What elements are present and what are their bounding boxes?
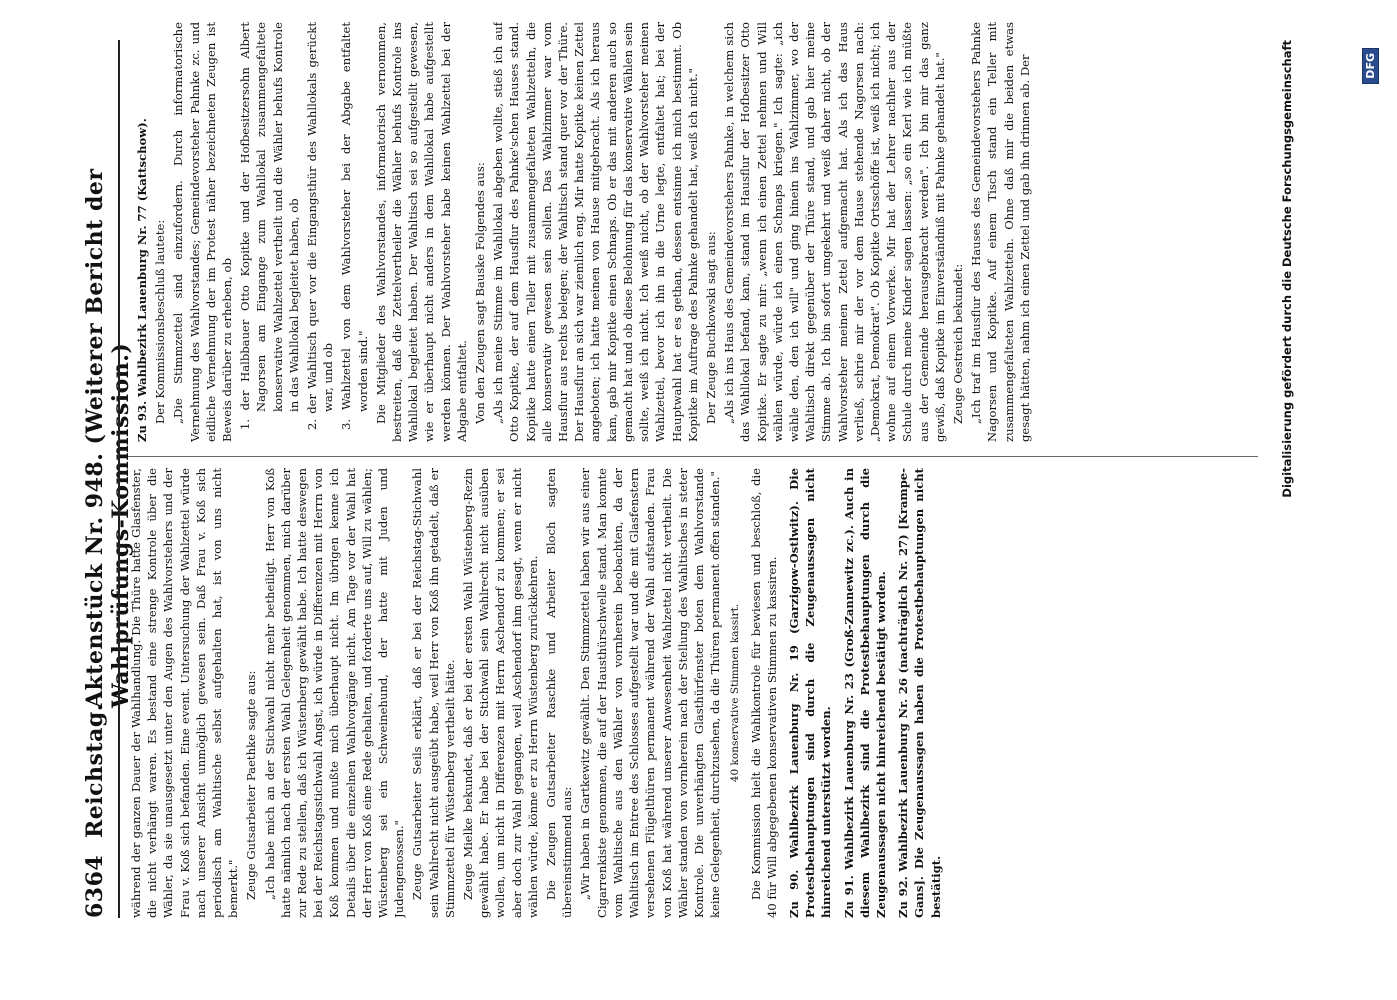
right-column <box>128 22 1258 442</box>
paragraph: Der Kommissionsbeschluß lautete: <box>153 219 168 424</box>
paragraph: Die Zeugen Gutsarbeiter Raschke und Arbeiter Bloch sagten übereinstimmend aus: <box>544 468 575 918</box>
dfg-logo: DFG <box>1362 48 1379 84</box>
paragraph: „Ich traf im Hausflur des Hauses des Gemeindevorstehers Pahnke Nagorsen und Kopitke. Auf einem Tisch stand ein Teller mit zusammengefalteten Wahlzetteln. Ohne daß mir die beiden etwas gesagt hätten, nahm ich einen Zettel und gab ihn drinnen ab. Der <box>969 22 1032 442</box>
left-column <box>128 468 1258 918</box>
paragraph: „Ich habe mich an der Stichwahl nicht mehr betheiligt. Herr von Koß hatte nämlich nach der ersten Wahl Gelegenheit genommen, mich darüber zur Rede zu stellen, daß ich Wüstenberg gewählt habe. Ich hatte deswegen bei der Reichstagsstichwahl Angst, ich würde in Differenzen mit Herrn von Koß kommen und mußte mich überhaupt nicht. Im übrigen kenne ich Details über die einzelnen Wahlvorgänge nicht. Am Tage vor der Wahl hat der Herr von Koß eine Rede gehalten, und forderte uns auf, Will zu wählen; Wüstenberg sei ein Schweinehund, der hatte mit Juden und Judengenossen." <box>262 468 407 918</box>
list-item: 2. der Wahltisch quer vor die Eingangsthür des Wahllokals gerückt war, und ob <box>305 22 336 430</box>
section-note: 40 konservative Stimmen kassirt. <box>729 603 742 783</box>
paragraph: Die Kommission hielt die Wahlkontrole für bewiesen und beschloß, die 40 für Will abgegebenen konservativen Stimmen zu kassiren. <box>748 468 779 918</box>
paragraph: „Als ich meine Stimme im Wahllokal abgeben wollte, stieß ich auf Otto Kopitke, der auf dem Hausflur des Pahnke'schen Hauses stand. Kopitke hatte einen Teller mit zusammengefalteten Wahlzetteln, die alle konservativ gewesen sein sollen. Das Wahlzimmer war vom Hausflur aus rechts belegen; der Wahltisch stand quer vor der Thüre. Der Hausflur an sich war ziemlich eng. Mir hatte Kopitke keinen Zettel angeboten; ich hatte meinen von Hause mitgebracht. Als ich heraus kam, gab mir Kopitke einen Schnaps. Ob er das mit anderen auch so gemacht hat und ob diese Belohnung für das konservative Wählen sein sollte, weiß ich nicht. Ich weiß nicht, ob der Wahlvorsteher meinen Wahlzettel, bevor ich ihn in die Urne legte, entfaltet hat; bei der Hauptwahl hat er es gethan, dessen entsinne ich mich bestimmt. Ob Kopitke im Auftrage des Pahnke gehandelt hat, weiß ich nicht." <box>491 22 700 442</box>
paragraph: Zeuge Oestreich bekundet: <box>950 263 965 424</box>
list-item: 3. Wahlzettel von dem Wahlvorsteher bei der Abgabe entfaltet worden sind." <box>339 22 370 430</box>
header-left-title: Reichstag. <box>82 703 108 838</box>
paragraph: „Wir haben in Gartkewitz gewählt. Den Stimmzettel haben wir aus einer Cigarrenkiste genommen, die auf der Hausthürschwelle stand. Man konnte vom Wahltische aus den Wähler von vornherein beobachten, da der Wahltisch im Entree des Schlosses aufgestellt war und die mit Glasfenstern versehenen Flügelthüren permanent während der Wahl aufstanden. Frau von Koß hat während unserer Anwesenheit Wahlzettel nicht vertheilt. Die Wähler standen von vornherein nach der Stellung des Wahltisches in steter Kontrole. Die unverhängten Glasthürfenster boten dem Wahlvorstande keine Gelegenheit, durchzusehen, da die Thüren permanent offen standen." <box>578 468 723 918</box>
paragraph: Von den Zeugen sagt Bauske Folgendes aus: <box>473 162 488 424</box>
section-heading: Zu 90. Wahlbezirk Lauenburg Nr. 19 (Garzigow-Ostlwitz). Die Protestbehauptungen sind durch die Zeugenaussagen nicht hinreichend unterstützt worden. <box>786 468 834 918</box>
paragraph: Zeuge Gutsarbeiter Seils erklärt, daß er bei der Reichstag-Stichwahl sein Wahlrecht nicht ausgeübt habe, weil Herr von Koß ihn getadelt, daß er Stimmzettel für Wüstenberg vertheilt hätte. <box>410 468 457 918</box>
digitization-note: Digitalisierung gefördert durch die Deutsche Forschungsgemeinschaft <box>1280 40 1294 498</box>
paragraph: während der ganzen Dauer der Wahlhandlung. Die Thüre hatte Glasfenster, die nicht verhängt waren. Es bestand eine strenge Kontrole über die Wähler, da sie unausgesetzt unter den Augen des Wahlvorstehers und der Frau v. Koß sich befanden. Eine event. Untersuchung der Wahlzettel würde nach unserer Ansicht unmöglich gewesen sein. Daß Frau v. Koß sich periodisch am Wahltische selbst aufgehalten hat, ist von uns nicht bemerkt." <box>129 468 241 918</box>
paragraph: Zeuge Gutsarbeiter Paethke sagte aus: <box>244 670 259 900</box>
paragraph: „Als ich ins Haus des Gemeindevorstehers Pahnke, in welchem sich das Wahllokal befand, kam, stand im Hausflur der Hofbesitzer Otto Kopitke. Er sagte zu mir: „wenn ich einen Zettel nehmen und Will wählen würde, würde ich einen Schnaps kriegen." Ich sagte: „ich wähle den, den ich will" und ging hinein ins Wahlzimmer, wo der Wahltisch direkt gegenüber der Thüre stand, und gab hier meine Stimme ab. Ich bin sofort umgekehrt und weiß daher nicht, ob der Wahlvorsteher meinen Zettel aufgemacht hat. Als ich das Haus verließ, schrie mir der vor dem Hause stehende Nagorsen nach: „Demokrat, Demokrat". Ob Kopitke Ortsschöffe ist, weiß ich nicht; ich wohne auf einem Vorwerke. Mir hat der Lehrer nachher aus der Schule durch meine Kinder sagen lassen: „so ein Kerl wie ich müßte aus der Gemeinde herausgebracht werden". Ich bin mir das ganz gewiß, daß Kopitke im Einverständniß mit Pahnke gehandelt hat." <box>722 22 947 442</box>
page-header <box>82 40 134 918</box>
paragraph: Zeuge Mielke bekundet, daß er bei der ersten Wahl Wüstenberg-Rezin gewählt habe. Er habe bei der Stichwahl sein Wahlrecht nicht ausüben wollen, um nicht in Differenzen mit Herrn Aschendorf zu kommen; er sei aber doch zur Wahl gegangen, weil Aschendorf ihm gesagt, wenn er nicht wählen würde, könne er zu Herrn Wüstenberg zurückkehren. <box>461 468 540 918</box>
header-rule <box>118 40 120 918</box>
section-heading: Zu 91. Wahlbezirk Lauenburg Nr. 23 (Groß-Zannewitz zc.). Auch in diesem Wahlbezirk sind die Protestbehauptungen durch die Zeugenaussagen nicht hinreichend bestätigt worden. <box>841 468 888 918</box>
list-item: 1. der Halbbauer Otto Kopitke und der Hofbesitzersohn Albert Nagorsen am Eingange zum Wahllokal zusammengefaltete konservative Wahlzettel vertheilt und die Wähler behufs Kontrole in das Wahllokal begleitet haben, ob <box>238 22 301 430</box>
page-number: 6364 <box>82 854 108 918</box>
section-heading: Zu 92. Wahlbezirk Lauenburg Nr. 26 (nachträglich Nr. 27) [Krampe-Gans]. Die Zeugenaussagen haben die Protestbehauptungen nicht bestätigt. <box>896 468 943 918</box>
header-center-title: Aktenstück Nr. 948. (Weiterer Bericht der Wahlprüfungs-Kommission.) <box>82 168 134 708</box>
column-divider <box>128 456 1258 457</box>
paragraph: Die Mitglieder des Wahlvorstandes, informatorisch vernommen, bestreiten, daß die Zettelvertheiler die Wähler behufs Kontrole ins Wahllokal begleitet haben. Der Wahltisch sei so aufgestellt gewesen, wie er überhaupt nicht anders in dem Wahllokal habe aufgestellt werden können. Der Wahlvorsteher habe keinen Wahlzettel bei der Abgabe entfaltet. <box>373 22 469 442</box>
paragraph: Der Zeuge Buchkowski sagt aus: <box>703 231 718 424</box>
section-heading: Zu 93. Wahlbezirk Lauenburg Nr. 77 (Kattschow). <box>135 118 149 442</box>
paragraph: „Die Stimmzettel sind einzufordern. Durch informatorische Vernehmung des Wahlvorstandes; Gemeindevorsteher Pahnke zc. und eidliche Vernehmung der im Protest näher bezeichneten Zeugen ist Beweis darüber zu erheben, ob <box>171 22 235 442</box>
